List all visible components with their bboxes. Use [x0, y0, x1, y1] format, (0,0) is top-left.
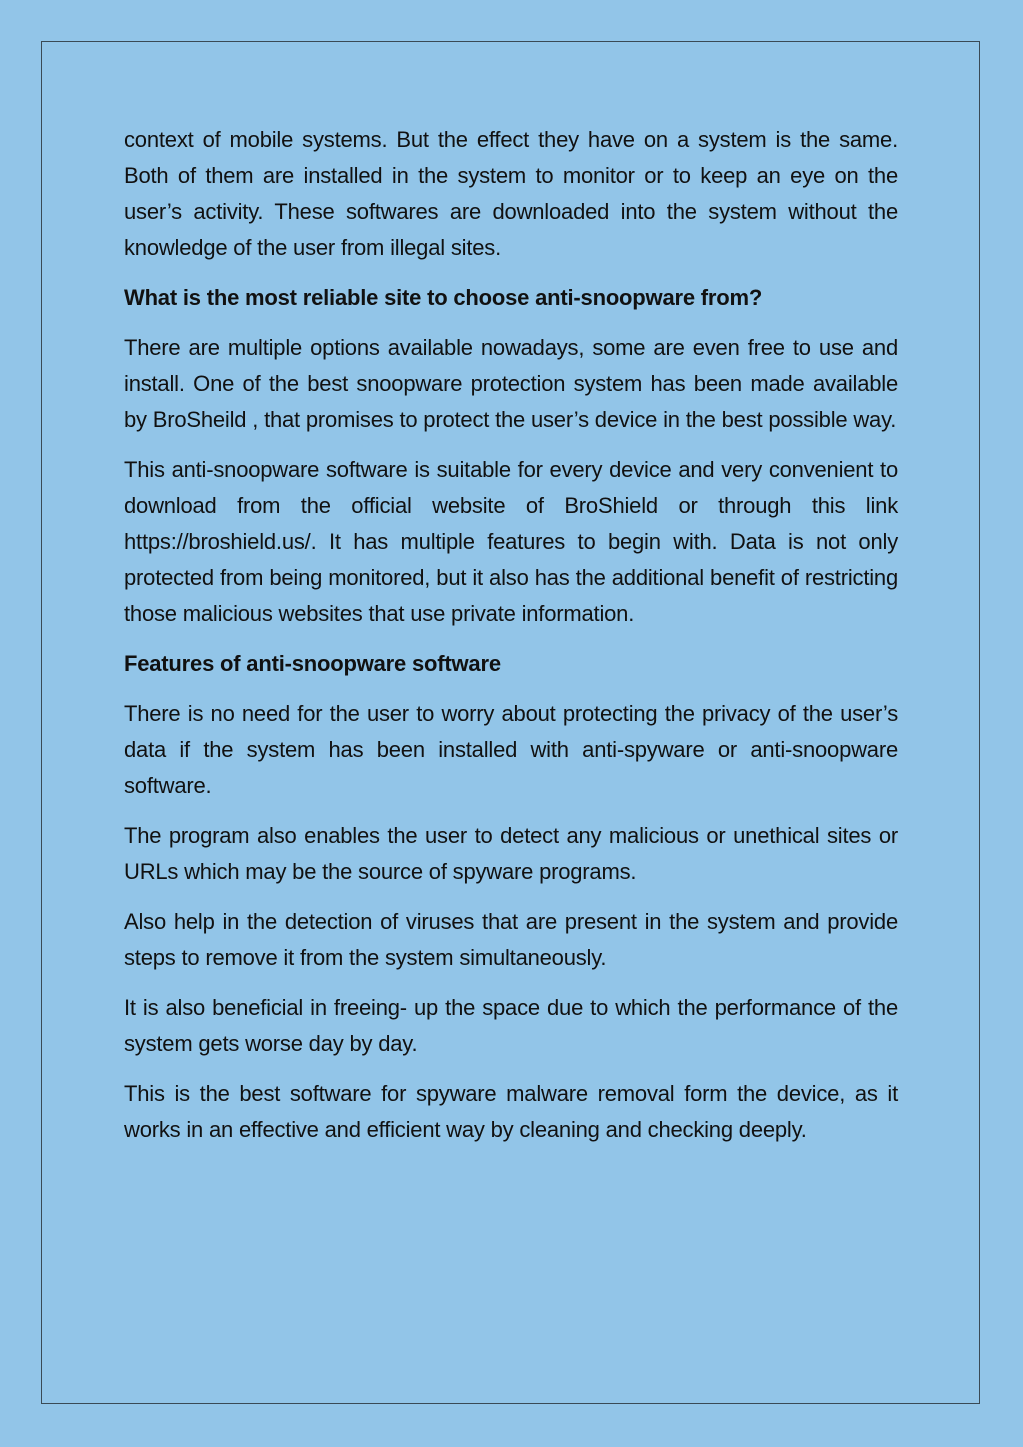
paragraph-feature-space: It is also beneficial in freeing- up the space due to which the performance of the system gets worse day by day.: [124, 995, 898, 1056]
paragraph-conclusion: This is the best software for spyware malware removal form the device, as it works in an effective and efficient way by cleaning and checking deeply.: [124, 1081, 898, 1142]
heading-features: Features of anti-snoopware software: [124, 651, 501, 676]
heading-reliable-site: What is the most reliable site to choose anti-snoopware from?: [124, 285, 763, 310]
paragraph-feature-privacy: There is no need for the user to worry about protecting the privacy of the user’s data if the system has been installed with anti-spyware or anti-snoopware software.: [124, 701, 898, 798]
paragraph-broshield: This anti-snoopware software is suitable for every device and very convenient to download from the official website of BroShield or through this link https://broshield.us/. It has multiple features to begin with. Data is not only protected from being monitored, but it also has the additional benefit of restricting those malicious websites that use private information.: [124, 457, 898, 626]
paragraph-options: There are multiple options available nowadays, some are even free to use and install. One of the best snoopware protection system has been made available by BroSheild , that promises to protect the user’s device in the best possible way.: [124, 335, 898, 432]
paragraph-intro-continued: context of mobile systems. But the effect they have on a system is the same. Both of them are installed in the system to monitor or to keep an eye on the user’s activity. These softwares are downloaded into the system without the knowledge of the user from illegal sites.: [124, 127, 898, 260]
paragraph-feature-detect-sites: The program also enables the user to detect any malicious or unethical sites or URLs which may be the source of spyware programs.: [124, 823, 898, 884]
paragraph-feature-viruses: Also help in the detection of viruses that are present in the system and provide steps to remove it from the system simultaneously.: [124, 909, 898, 970]
document-body: [124, 122, 898, 1162]
